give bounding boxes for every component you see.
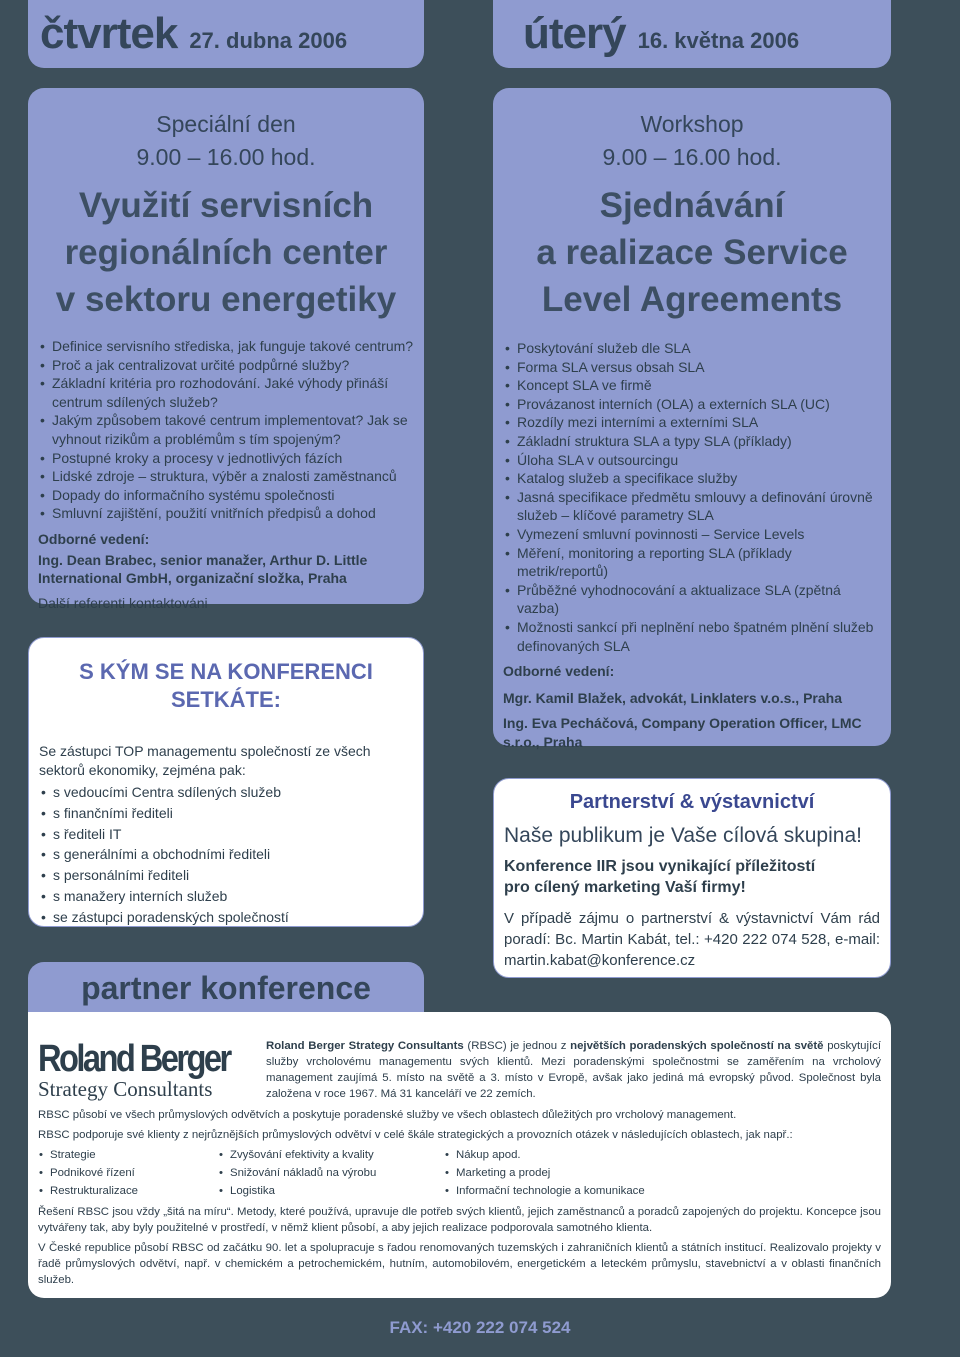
list-item: • Vymezení smluvní povinnosti – Service Levels (503, 525, 881, 544)
rb-support: RBSC podporuje své klienty z nejrůznějších průmyslových odvětví v celé škále strategických a provozních otázek v následujících oblastech, jak např.: (38, 1129, 793, 1141)
list-item: • Lidské zdroje – struktura, výběr a znalosti zaměstnanců (38, 467, 414, 486)
audience-card (28, 637, 424, 927)
list-item: • s personálními řediteli (39, 865, 413, 886)
left-day: čtvrtek (40, 9, 178, 58)
audience-title: S KÝM SE NA KONFERENCI SETKÁTE: (79, 659, 373, 712)
partner-label: partner konference (28, 962, 424, 1012)
list-item: • Restrukturalizace (38, 1182, 218, 1200)
right-lecturer-2: Ing. Eva Pecháčová, Company Operation Officer, LMC s.r.o., Praha (503, 715, 862, 751)
rb-czech: V České republice působí RBSC od začátku 90. let a spolupracuje s řadou renomovaných tuzemských i zahraničních klientů a státních institucí. Realizovalo projekty v řadě průmyslových odvětví, např. v chemickém a petrochemickém, hutním, automobilovém, energetickém a leteckém průmyslu, stavebnictví a v oblasti finančních služeb. (38, 1242, 881, 1286)
rb-areas (38, 1146, 881, 1200)
left-event-title: Využití servisních regionálních center v sektoru energetiky (55, 186, 397, 319)
list-item: • Postupné kroky a procesy v jednotlivých fázích (38, 449, 414, 468)
list-item: • Jakým způsobem takové centrum implementovat? Jak se vyhnout rizikům a problémům s tím spojeným? (38, 411, 414, 448)
rb-solutions: Řešení RBSC jsou vždy „šitá na míru“. Metody, které používá, upravuje dle potřeb svých klientů, jejich zaměstnanců a poradců zapojených do projektu. Koncepce jsou vytvářeny tak, aby byly použitelné v prostředí, v němž klient působí, a aby jejich realizace podporovala samotného klienta. (38, 1206, 881, 1234)
list-item: • Podnikové řízení (38, 1164, 218, 1182)
list-item: • Základní struktura SLA a typy SLA (příklady) (503, 432, 881, 451)
partnership-subtitle: Naše publikum je Vaše cílová skupina! (504, 824, 862, 847)
list-item: • s generálními a obchodními řediteli (39, 844, 413, 865)
right-event-time: 9.00 – 16.00 hod. (602, 144, 782, 170)
list-item: • Smluvní zajištění, použití vnitřních předpisů a dohod (38, 504, 414, 523)
list-item: • s finančními řediteli (39, 803, 413, 824)
fax-number: FAX: +420 222 074 524 (389, 1318, 571, 1337)
rb-logo (38, 1038, 258, 1102)
list-item: • Dopady do informačního systému společnosti (38, 486, 414, 505)
audience-intro: Se zástupci TOP managementu společností ze všech sektorů ekonomiky, zejména pak: (39, 743, 371, 778)
left-event-bullets (38, 337, 414, 523)
right-lecturer-1: Mgr. Kamil Blažek, advokát, Linklaters v.o.s., Praha (503, 690, 842, 707)
list-item: • s řediteli IT (39, 824, 413, 845)
left-odborne-label: Odborné vedení: (38, 530, 150, 547)
list-item: • Možnosti sankcí při neplnění nebo špatném plnění služeb definovaných SLA (503, 618, 881, 655)
partnership-bold: Konference IIR jsou vynikající příležitostí pro cílený marketing Vaší firmy! (504, 858, 816, 896)
list-item: • s vedoucími Centra sdílených služeb (39, 782, 413, 803)
list-item: • se zástupci poradenských společností (39, 907, 413, 928)
right-event-card (493, 88, 891, 751)
list-item: • Zvyšování efektivity a kvality (218, 1146, 444, 1164)
list-item: • Průběžné vyhodnocování a aktualizace SLA (zpětná vazba) (503, 581, 881, 618)
right-date-header (493, 0, 891, 68)
roland-berger-card (28, 1012, 891, 1298)
right-event-title: Sjednávání a realizace Service Level Agreements (536, 186, 848, 319)
list-item: • Snižování nákladů na výrobu (218, 1164, 444, 1182)
list-item: • Katalog služeb a specifikace služby (503, 469, 881, 488)
list-item: • Nákup apod. (444, 1146, 645, 1164)
left-event-card (28, 88, 424, 611)
rb-logo-sub: Strategy Consultants (38, 1077, 213, 1101)
audience-list (39, 782, 413, 928)
left-event-time: 9.00 – 16.00 hod. (136, 144, 316, 170)
right-event-bullets (503, 339, 881, 655)
list-item: • Provázanost interních (OLA) a externích SLA (UC) (503, 395, 881, 414)
list-item: • Marketing a prodej (444, 1164, 645, 1182)
right-day: úterý (523, 9, 626, 58)
partnership-title: Partnerství & výstavnictví (569, 791, 815, 813)
list-item: • Základní kritéria pro rozhodování. Jaké výhody přináší centrum sdílených služeb? (38, 374, 414, 411)
list-item: • Poskytování služeb dle SLA (503, 339, 881, 358)
list-item: • Rozdíly mezi interními a externími SLA (503, 413, 881, 432)
right-event-kicker: Workshop (640, 111, 744, 137)
list-item: • Forma SLA versus obsah SLA (503, 358, 881, 377)
list-item: • Koncept SLA ve firmě (503, 376, 881, 395)
rb-top (38, 1038, 881, 1102)
left-other-speakers: Další referenti kontaktováni (38, 594, 208, 611)
left-date-header (28, 0, 424, 68)
list-item: • Informační technologie a komunikace (444, 1182, 645, 1200)
list-item: • Logistika (218, 1182, 444, 1200)
rb-logo-name: Roland Berger (38, 1038, 230, 1080)
list-item: • Definice servisního střediska, jak funguje takové centrum? (38, 337, 414, 356)
right-odborne-label: Odborné vedení: (503, 663, 615, 680)
left-event-kicker: Speciální den (156, 111, 296, 137)
left-lecturer: Ing. Dean Brabec, senior manažer, Arthur D. Little International GmbH, organizační složka, Praha (38, 551, 368, 586)
right-date: 16. května 2006 (637, 28, 800, 53)
list-item: • Strategie (38, 1146, 218, 1164)
rb-sectors: RBSC působí ve všech průmyslových odvětvích a poskytuje poradenské služby ve všech oblastech důležitých pro vrcholový management. (38, 1109, 737, 1121)
left-date: 27. dubna 2006 (189, 28, 348, 53)
list-item: • Úloha SLA v outsourcingu (503, 451, 881, 470)
rb-intro: Roland Berger Strategy Consultants (RBSC) je jednou z největších poradenských společností na světě poskytující služby vrcholovému managementu svých klientů. Mezi poradenskými společnostmi se zaměřením na vrcholový management zaujímá 5. místo na světě a 3. místo v Evropě, avšak jako jediná má evropský původ. Společnost byla založena v roce 1967. Má 31 kanceláří ve 22 zemích. (266, 1040, 882, 1100)
partnership-contact: V případě zájmu o partnerství & výstavnictví Vám rád poradí: Bc. Martin Kabát, tel.: +420 222 074 528, e-mail: martin.kabat@konference.cz (504, 910, 880, 969)
list-item: • Měření, monitoring a reporting SLA (příklady metrik/reportů) (503, 544, 881, 581)
list-item: • Jasná specifikace předmětu smlouvy a definování úrovně služeb – klíčové parametry SLA (503, 488, 881, 525)
list-item: • Proč a jak centralizovat určité podpůrné služby? (38, 356, 414, 375)
partnership-card (493, 778, 891, 978)
list-item: • s manažery interních služeb (39, 886, 413, 907)
